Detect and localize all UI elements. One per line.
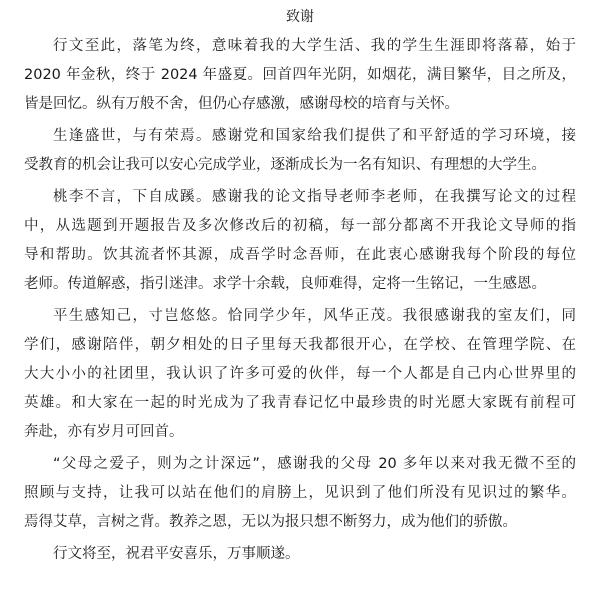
paragraph-line: 导和帮助。饮其流者怀其源，成吾学时念吾师，在此衷心感谢我每个阶段的每位 <box>24 247 576 263</box>
paragraph-5 <box>24 450 576 537</box>
page-title: 致谢 <box>286 9 314 25</box>
paragraph-line: 生逢盛世，与有荣焉。感谢党和国家给我们提供了和平舒适的学习环境，接 <box>53 128 576 144</box>
paragraph-line: 2020 年金秋，终于 2024 年盛夏。回首四年光阴，如烟花，满目繁华，目之所及， <box>24 67 576 83</box>
paragraph-line: 行文至此，落笔为终，意味着我的大学生活、我的学生生涯即将落幕，始于 <box>53 38 576 54</box>
paragraph-line: 学们，感谢陪伴，朝夕相处的日子里每天我都很开心，在学校、在管理学院、在 <box>24 337 576 353</box>
paragraph-line: 行文将至，祝君平安喜乐，万事顺遂。 <box>53 546 300 562</box>
paragraph-6 <box>24 540 576 569</box>
paragraph-line: 照顾与支持，让我可以站在他们的肩膀上，见识到了他们所没有见识过的繁华。 <box>24 485 576 501</box>
paragraph-line: 英雄。和大家在一起的时光成为了我青春记忆中最珍贵的时光愿大家既有前程可 <box>24 395 576 411</box>
paragraph-line: 老师。传道解惑，指引迷津。求学十余载，良师难得，定将一生铭记，一生感恩。 <box>24 276 546 292</box>
paragraph-line: 皆是回忆。纵有万般不舍，但仍心存感激，感谢母校的培育与关怀。 <box>24 96 459 112</box>
paragraph-1 <box>24 32 576 119</box>
paragraph-line: 大大小小的社团里，我认识了许多可爱的伙伴，每一个人都是自己内心世界里的 <box>24 366 576 382</box>
paragraph-line: 平生感知己，寸岂悠悠。恰同学少年，风华正茂。我很感谢我的室友们，同 <box>53 308 576 324</box>
paragraph-line: 桃李不言，下自成蹊。感谢我的论文指导老师李老师，在我撰写论文的过程 <box>53 189 576 205</box>
paragraph-line: 中，从选题到开题报告及多次修改后的初稿，每一部分都离不开我论文导师的指 <box>24 218 576 234</box>
paragraph-line: “父母之爱子，则为之计深远”，感谢我的父母 20 多年以来对我无微不至的 <box>53 456 576 472</box>
paragraph-line: 奔赴，亦有岁月可回首。 <box>24 424 184 440</box>
paragraph-2 <box>24 122 576 180</box>
paragraph-4 <box>24 302 576 447</box>
paragraph-3 <box>24 183 576 299</box>
paragraph-line: 焉得艾草，言树之背。教养之恩，无以为报只想不断努力，成为他们的骄傲。 <box>24 514 517 530</box>
paragraph-line: 受教育的机会让我可以安心完成学业，逐渐成长为一名有知识、有理想的大学生。 <box>24 157 546 173</box>
